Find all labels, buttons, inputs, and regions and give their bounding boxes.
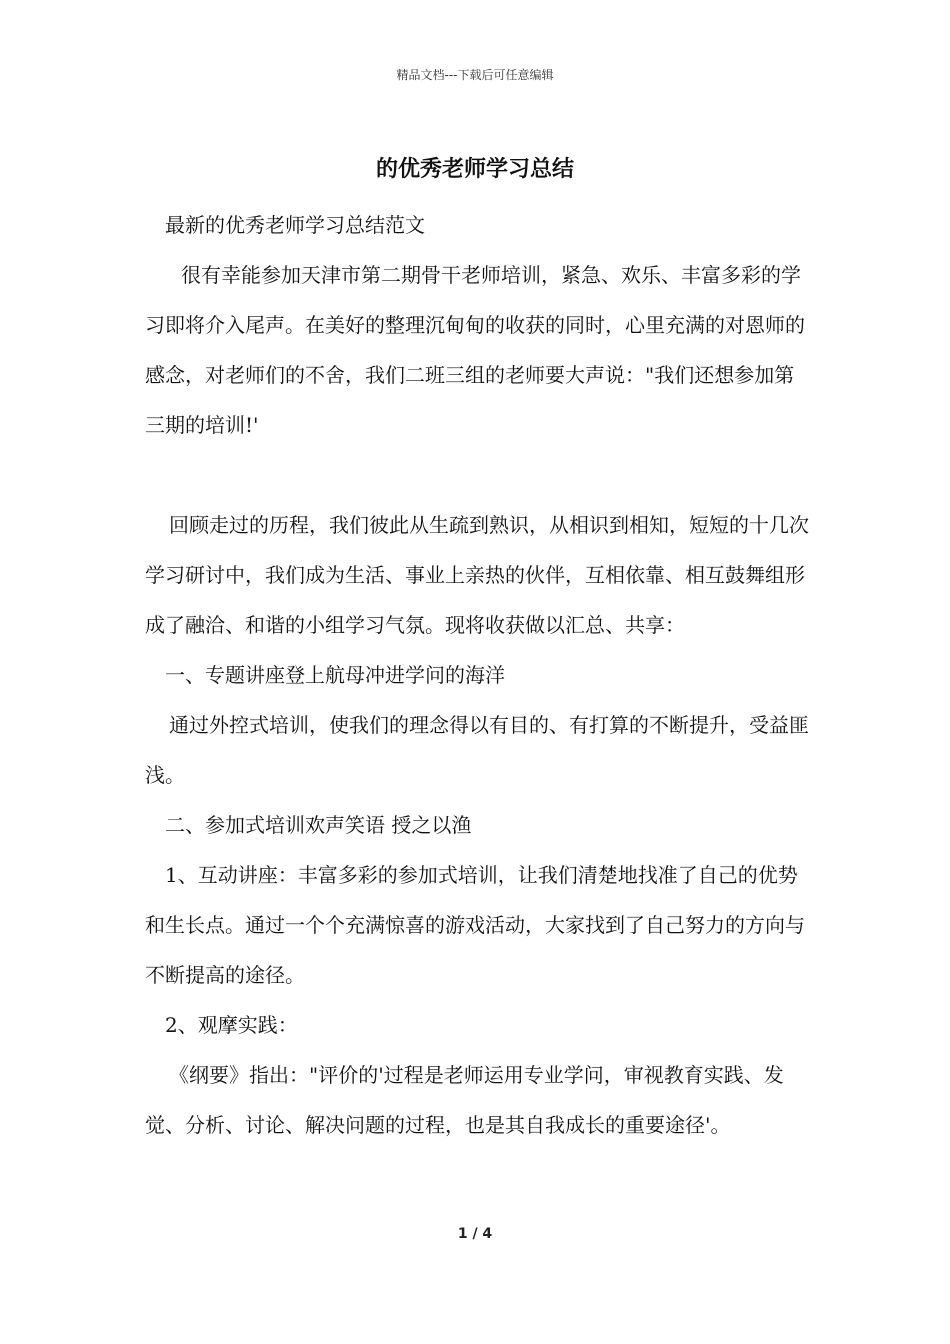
paragraph-guideline-quote: 《纲要》指出："评价的'过程是老师运用专业学问，审视教育实践、发觉、分析、讨论、解决问题的过程，也是其自我成长的重要途径'。 bbox=[145, 1063, 784, 1137]
paragraph-subtitle: 最新的优秀老师学习总结范文 bbox=[165, 213, 425, 237]
paragraph-intro: 很有幸能参加天津市第二期骨干老师培训，紧急、欢乐、丰富多彩的学习即将介入尾声。在美好的整理沉甸甸的收获的同时，心里充满的对恩师的感念，对老师们的不舍，我们二班三组的老师要大声说："我们还想参加第三期的培训!' bbox=[145, 263, 805, 437]
paragraph-external-training: 通过外控式培训，使我们的理念得以有目的、有打算的不断提升，受益匪浅。 bbox=[145, 713, 809, 787]
section-heading-two: 二、参加式培训欢声笑语 授之以渔 bbox=[165, 813, 472, 837]
document-title: 的优秀老师学习总结 bbox=[375, 156, 574, 182]
header-note: 精品文档---下载后可任意编辑 bbox=[396, 68, 554, 82]
paragraph-interactive-lecture: 1、互动讲座：丰富多彩的参加式培训，让我们清楚地找准了自己的优势和生长点。通过一个个充满惊喜的游戏活动，大家找到了自己努力的方向与不断提高的途径。 bbox=[145, 863, 805, 987]
blank-line bbox=[145, 450, 813, 500]
page-number: 1 / 4 bbox=[457, 1226, 493, 1242]
document-body bbox=[145, 200, 813, 1150]
paragraph-observation-heading: 2、观摩实践： bbox=[165, 1013, 298, 1037]
paragraph-review: 回顾走过的历程，我们彼此从生疏到熟识，从相识到相知，短短的十几次学习研讨中，我们成为生活、事业上亲热的伙伴，互相依靠、相互鼓舞组形成了融洽、和谐的小组学习气氛。现将收获做以汇总、共享： bbox=[145, 513, 809, 637]
section-heading-one: 一、专题讲座登上航母冲进学问的海洋 bbox=[165, 663, 505, 687]
